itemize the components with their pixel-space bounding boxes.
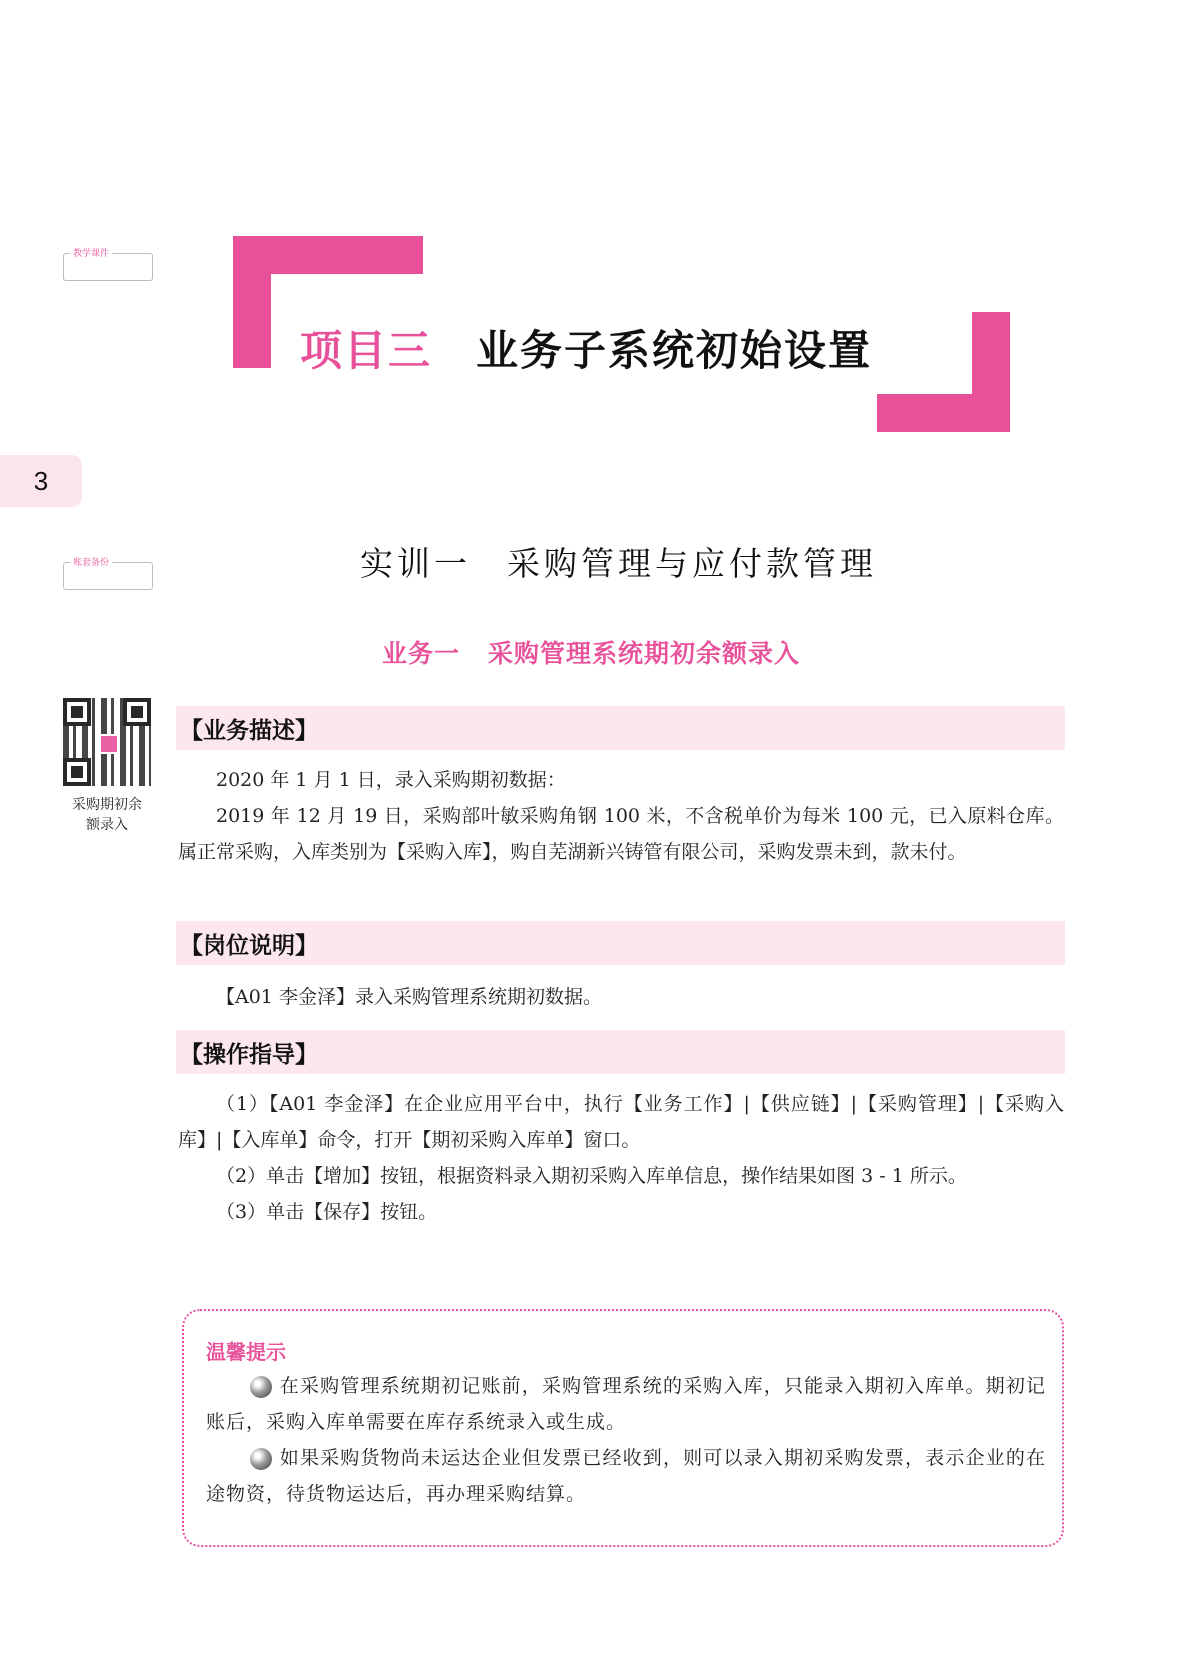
title-bracket-right-bottom xyxy=(877,394,1010,432)
training-number: 实训一 xyxy=(360,544,471,583)
position-body xyxy=(178,979,1064,1015)
tip-item-1 xyxy=(206,1368,1046,1440)
description-body xyxy=(178,762,1064,870)
training-title xyxy=(360,538,877,585)
qr-finder-top-right xyxy=(123,698,151,726)
bullet-icon xyxy=(250,1376,272,1398)
tip-title: 温馨提示 xyxy=(206,1340,286,1364)
qr-finder-top-left xyxy=(63,698,91,726)
project-title xyxy=(300,318,872,378)
bullet-icon xyxy=(250,1448,272,1470)
section-header-guide xyxy=(176,1030,1065,1074)
backup-note xyxy=(63,558,153,590)
qr-caption xyxy=(55,795,159,835)
section-header-description xyxy=(176,706,1065,750)
tip-item-2-text: 如果采购货物尚未运达企业但发票已经收到，则可以录入期初采购发票，表示企业的在途物资，待货物运达后，再办理采购结算。 xyxy=(206,1447,1046,1505)
courseware-note xyxy=(63,249,153,281)
section-header-description-label: 【业务描述】 xyxy=(180,717,318,744)
description-paragraph-2: 2019 年 12 月 19 日，采购部叶敏采购角钢 100 米，不含税单价为每米 100 元，已入原料仓库。属正常采购，入库类别为【采购入库】，购自芜湖新兴铸管有限公司，采购发票未到，款未付。 xyxy=(178,805,1064,863)
guide-paragraph-3: （3）单击【保存】按钮。 xyxy=(216,1201,438,1223)
tip-item-1-text: 在采购管理系统期初记账前，采购管理系统的采购入库，只能录入期初入库单。期初记账后，采购入库单需要在库存系统录入或生成。 xyxy=(206,1375,1046,1433)
page-number-tab xyxy=(0,455,82,507)
section-header-position xyxy=(176,921,1065,965)
tip-item-2 xyxy=(206,1440,1046,1512)
task-title xyxy=(382,634,800,670)
description-paragraph-1: 2020 年 1 月 1 日，录入采购期初数据： xyxy=(216,769,566,791)
title-bracket-left-side xyxy=(233,236,271,368)
project-number: 项目三 xyxy=(300,326,433,375)
task-number: 业务一 xyxy=(382,639,461,668)
qr-logo xyxy=(99,734,119,754)
qr-finder-bottom-left xyxy=(63,758,91,786)
task-name: 采购管理系统期初余额录入 xyxy=(488,639,801,668)
position-paragraph-1: 【A01 李金泽】录入采购管理系统期初数据。 xyxy=(216,986,602,1008)
page-number: 3 xyxy=(33,465,49,496)
courseware-note-label: 教学课件 xyxy=(70,246,112,259)
qr-caption-line2: 额录入 xyxy=(86,817,128,833)
guide-body xyxy=(178,1086,1064,1230)
section-header-position-label: 【岗位说明】 xyxy=(180,932,318,959)
guide-paragraph-2: （2）单击【增加】按钮，根据资料录入期初采购入库单信息，操作结果如图 3 - 1 所示。 xyxy=(216,1165,967,1187)
section-header-guide-label: 【操作指导】 xyxy=(180,1041,318,1068)
qr-code[interactable] xyxy=(63,698,151,786)
training-name: 采购管理与应付款管理 xyxy=(507,544,877,583)
qr-caption-line1: 采购期初余 xyxy=(72,797,142,813)
backup-note-label: 账套备份 xyxy=(70,555,112,568)
tip-body xyxy=(206,1368,1046,1512)
project-name: 业务子系统初始设置 xyxy=(476,326,873,375)
guide-paragraph-1: （1）【A01 李金泽】在企业应用平台中，执行【业务工作】|【供应链】|【采购管理】|【采购入库】|【入库单】命令，打开【期初采购入库单】窗口。 xyxy=(178,1093,1064,1151)
